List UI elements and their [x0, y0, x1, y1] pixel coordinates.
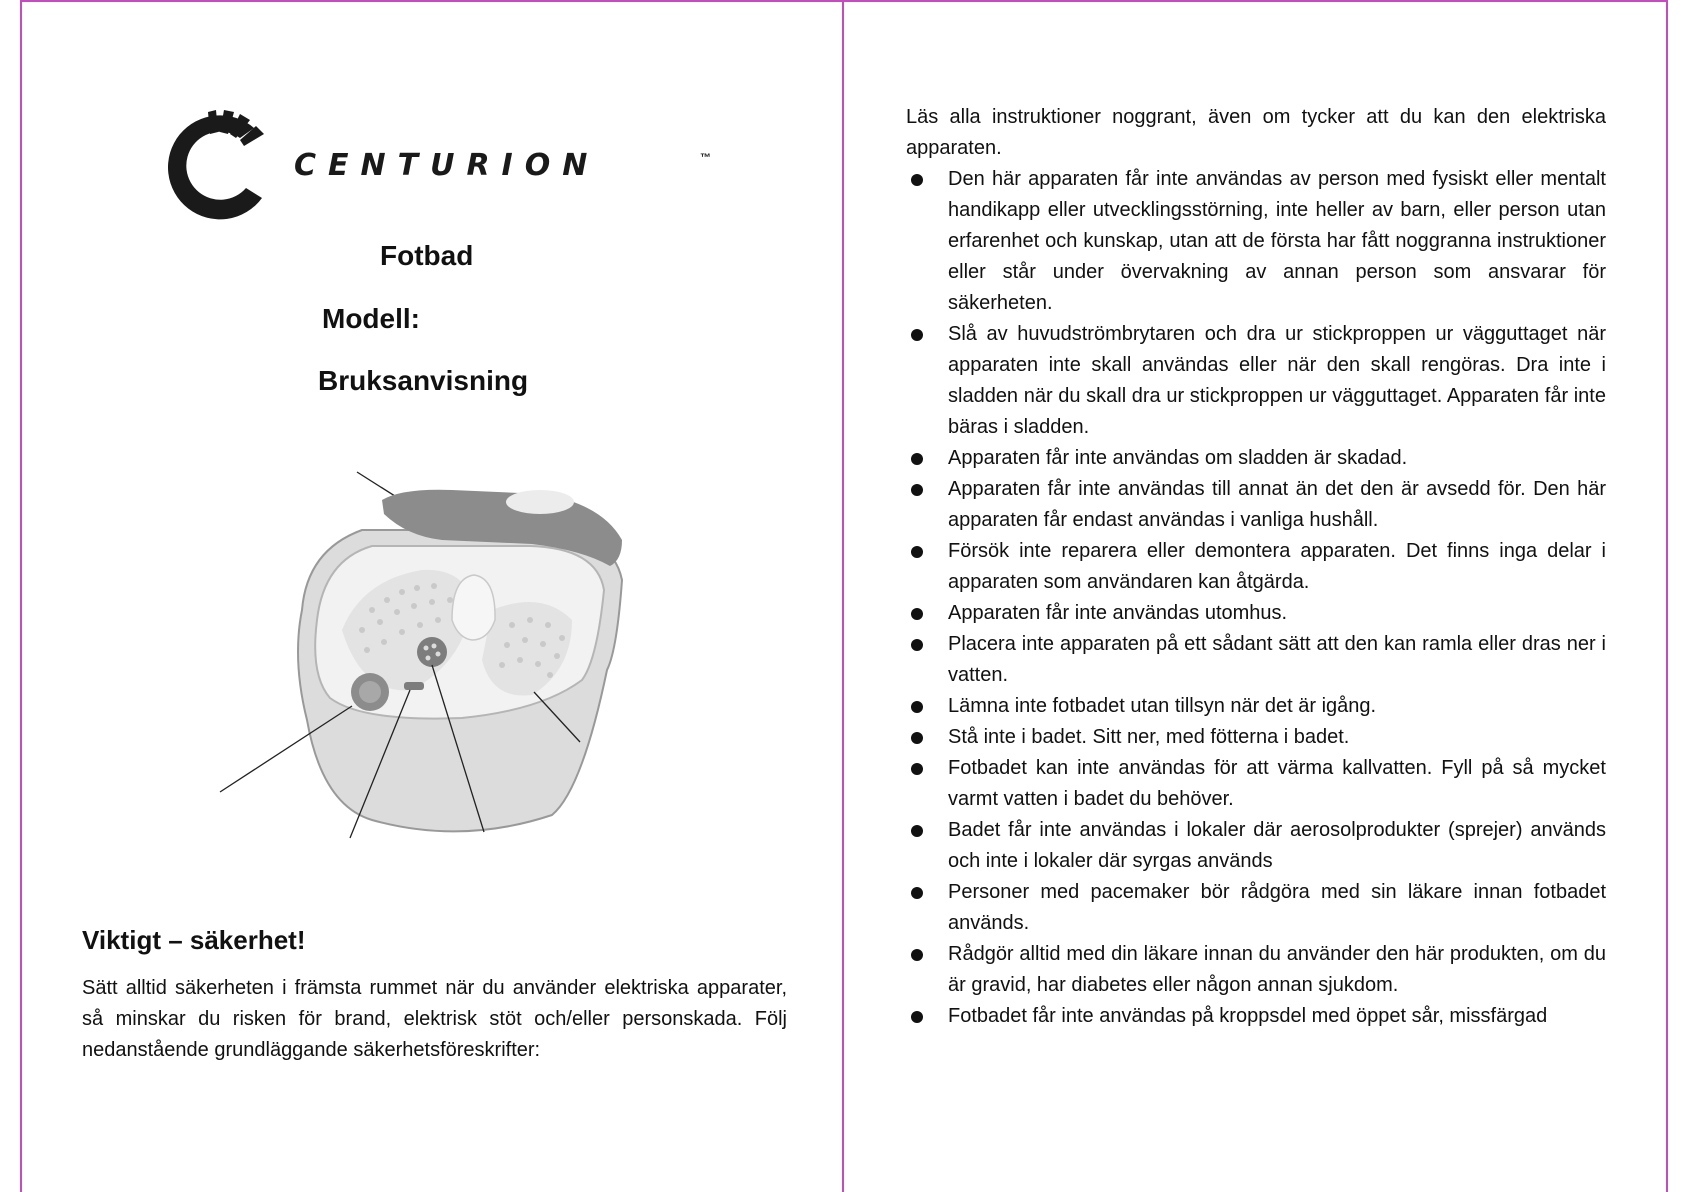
bullet-icon [911, 825, 923, 837]
bullet-icon [911, 608, 923, 620]
safety-rule [906, 722, 1606, 753]
rule-text: Den här apparaten får inte användas av person med fysiskt eller mentalt handikapp eller utvecklingsstörning, inte heller av barn, eller person utan erfarenhet och kunskap, utan att de första har fått noggranna instruktioner eller står under övervakning av annan person som ansvarar för säkerheten. [948, 168, 1606, 314]
bullet-icon [911, 484, 923, 496]
bullet-icon [911, 453, 923, 465]
safety-rules-list [906, 164, 1606, 1032]
foot-spa-illustration [212, 460, 652, 860]
product-title: Fotbad [380, 240, 474, 271]
safety-rule [906, 939, 1606, 1001]
rule-text: Stå inte i badet. Sitt ner, med fötterna i badet. [948, 726, 1350, 748]
rule-text: Placera inte apparaten på ett sådant sätt att den kan ramla eller dras ner i vatten. [948, 633, 1606, 686]
centurion-logo-mark-icon [168, 108, 280, 224]
safety-rule [906, 877, 1606, 939]
bullet-icon [911, 701, 923, 713]
safety-rule [906, 164, 1606, 319]
rule-text: Försök inte reparera eller demontera apparaten. Det finns inga delar i apparaten som användaren kan åtgärda. [948, 540, 1606, 593]
rule-text: Badet får inte användas i lokaler där aerosolprodukter (sprejer) används och inte i lokaler där syrgas används [948, 819, 1606, 872]
rule-text: Apparaten får inte användas till annat än det den är avsedd för. Den här apparaten får endast användas i vanliga hushåll. [948, 478, 1606, 531]
brand-logo [168, 108, 728, 230]
rule-text: Apparaten får inte användas om sladden är skadad. [948, 447, 1408, 469]
safety-rule [906, 629, 1606, 691]
rule-text: Apparaten får inte användas utomhus. [948, 602, 1288, 624]
instructions-intro: Läs alla instruktioner noggrant, även om tycker att du kan den elektriska apparaten. [906, 106, 1606, 159]
safety-rule [906, 815, 1606, 877]
safety-rule [906, 319, 1606, 443]
safety-rule [906, 691, 1606, 722]
page-frame-right [1666, 0, 1668, 1192]
safety-rule [906, 536, 1606, 598]
model-label: Modell: [322, 303, 420, 334]
bullet-icon [911, 732, 923, 744]
safety-rule [906, 443, 1606, 474]
safety-intro-paragraph: Sätt alltid säkerheten i främsta rummet när du använder elektriska apparater, så minskar du risken för brand, elektrisk stöt och/eller personskada. Följ nedanstående grundläggande säkerhetsföreskrifter: [82, 977, 787, 1061]
rule-text: Fotbadet kan inte användas för att värma kallvatten. Fyll på så mycket varmt vatten i badet du behöver. [948, 757, 1606, 810]
bullet-icon [911, 1011, 923, 1023]
bullet-icon [911, 949, 923, 961]
left-page [22, 0, 842, 1192]
safety-rule [906, 474, 1606, 536]
rule-text: Fotbadet får inte användas på kroppsdel med öppet sår, missfärgad [948, 1005, 1548, 1027]
right-page [844, 0, 1666, 1192]
rule-text: Lämna inte fotbadet utan tillsyn när det är igång. [948, 695, 1377, 717]
bullet-icon [911, 639, 923, 651]
trademark-symbol: ™ [700, 152, 711, 164]
safety-rule [906, 753, 1606, 815]
bullet-icon [911, 174, 923, 186]
bullet-icon [911, 329, 923, 341]
rule-text: Rådgör alltid med din läkare innan du använder den här produkten, om du är gravid, har diabetes eller någon annan sjukdom. [948, 943, 1606, 996]
safety-heading: Viktigt – säkerhet! [82, 925, 306, 955]
manual-title: Bruksanvisning [318, 365, 529, 396]
bullet-icon [911, 763, 923, 775]
bullet-icon [911, 887, 923, 899]
bullet-icon [911, 546, 923, 558]
safety-rule [906, 1001, 1606, 1032]
safety-rule [906, 598, 1606, 629]
brand-name: CENTURION [294, 148, 600, 183]
rule-text: Personer med pacemaker bör rådgöra med sin läkare innan fotbadet används. [948, 881, 1606, 934]
rule-text: Slå av huvudströmbrytaren och dra ur stickproppen ur vägguttaget när apparaten inte skall användas eller när den skall rengöras. Dra inte i sladden när du skall dra ur stickproppen ur vägguttaget. Apparaten får inte bäras i sladden. [948, 323, 1606, 438]
